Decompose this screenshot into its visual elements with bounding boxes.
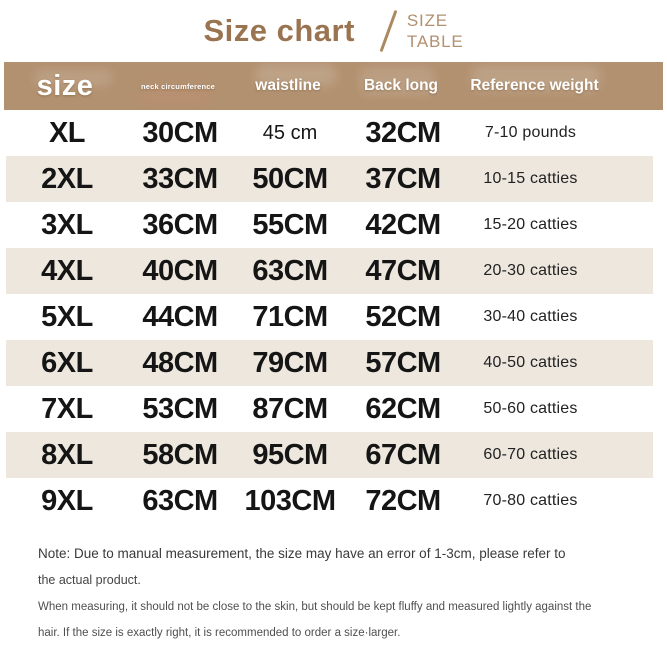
table-row (6, 156, 653, 202)
cell-neck: 63CM (142, 484, 218, 517)
page-subtitle-line2: TABLE (406, 32, 464, 51)
note-line: Note: Due to manual measurement, the size may have an error of 1-3cm, please refer to (38, 546, 566, 561)
header-reference-weight: Reference weight (470, 77, 599, 94)
header-neck-circumference: neck circumference (140, 81, 216, 91)
page-title: Size chart (203, 13, 355, 48)
table-row (6, 294, 653, 340)
cell-size: 3XL (41, 208, 93, 241)
cell-size: 6XL (41, 346, 93, 379)
cell-waist: 55CM (252, 208, 328, 241)
cell-back: 72CM (365, 484, 441, 517)
cell-weight: 40-50 catties (483, 354, 578, 371)
cell-weight: 15-20 catties (483, 216, 578, 233)
cell-waist: 71CM (252, 300, 328, 333)
cell-neck: 36CM (142, 208, 218, 241)
cell-neck: 48CM (142, 346, 218, 379)
note-line: the actual product. (38, 573, 141, 587)
cell-weight: 60-70 catties (483, 446, 578, 463)
header-size: size (36, 69, 94, 102)
cell-weight: 50-60 catties (483, 400, 578, 417)
cell-size: XL (48, 116, 86, 149)
table-row (6, 248, 653, 294)
cell-back: 67CM (365, 438, 441, 471)
cell-back: 37CM (365, 162, 441, 195)
cell-weight: 70-80 catties (483, 492, 578, 509)
cell-weight: 10-15 catties (483, 170, 578, 187)
cell-size: 2XL (41, 162, 93, 195)
cell-waist: 103CM (244, 484, 336, 517)
cell-size: 5XL (41, 300, 93, 333)
cell-neck: 53CM (142, 392, 218, 425)
table-row (6, 478, 653, 524)
table-header (4, 62, 663, 110)
cell-neck: 58CM (142, 438, 218, 471)
cell-size: 7XL (41, 392, 93, 425)
table-row (6, 340, 653, 386)
cell-back: 62CM (365, 392, 441, 425)
cell-back: 52CM (365, 300, 441, 333)
page-subtitle (407, 10, 464, 52)
header-waistline: waistline (255, 77, 321, 94)
notes-section (38, 546, 637, 639)
cell-waist: 79CM (252, 346, 328, 379)
table-row (6, 432, 653, 478)
cell-weight: 7-10 pounds (484, 124, 577, 141)
cell-size: 9XL (41, 484, 93, 517)
title-bar (0, 0, 667, 62)
cell-back: 42CM (365, 208, 441, 241)
cell-neck: 40CM (142, 254, 218, 287)
slash-divider (379, 10, 397, 52)
page-subtitle-line1: SIZE (406, 11, 448, 30)
note-line: hair. If the size is exactly right, it is recommended to order a size·larger. (38, 627, 401, 639)
table-row (6, 386, 653, 432)
cell-back: 32CM (365, 116, 441, 149)
cell-back: 47CM (365, 254, 441, 287)
cell-neck: 44CM (142, 300, 218, 333)
table-body (6, 110, 653, 524)
cell-size: 4XL (41, 254, 93, 287)
header-back-long: Back long (363, 77, 439, 94)
note-line: When measuring, it should not be close to the skin, but should be kept fluffy and measured lightly against the (38, 601, 592, 613)
cell-weight: 20-30 catties (483, 262, 578, 279)
cell-size: 8XL (41, 438, 93, 471)
table-row (6, 110, 653, 156)
cell-neck: 33CM (142, 162, 218, 195)
cell-waist: 45 cm (262, 121, 318, 144)
cell-waist: 63CM (252, 254, 328, 287)
table-row (6, 202, 653, 248)
cell-weight: 30-40 catties (483, 308, 578, 325)
cell-neck: 30CM (142, 116, 218, 149)
cell-back: 57CM (365, 346, 441, 379)
cell-waist: 95CM (252, 438, 328, 471)
cell-waist: 50CM (252, 162, 328, 195)
cell-waist: 87CM (252, 392, 328, 425)
